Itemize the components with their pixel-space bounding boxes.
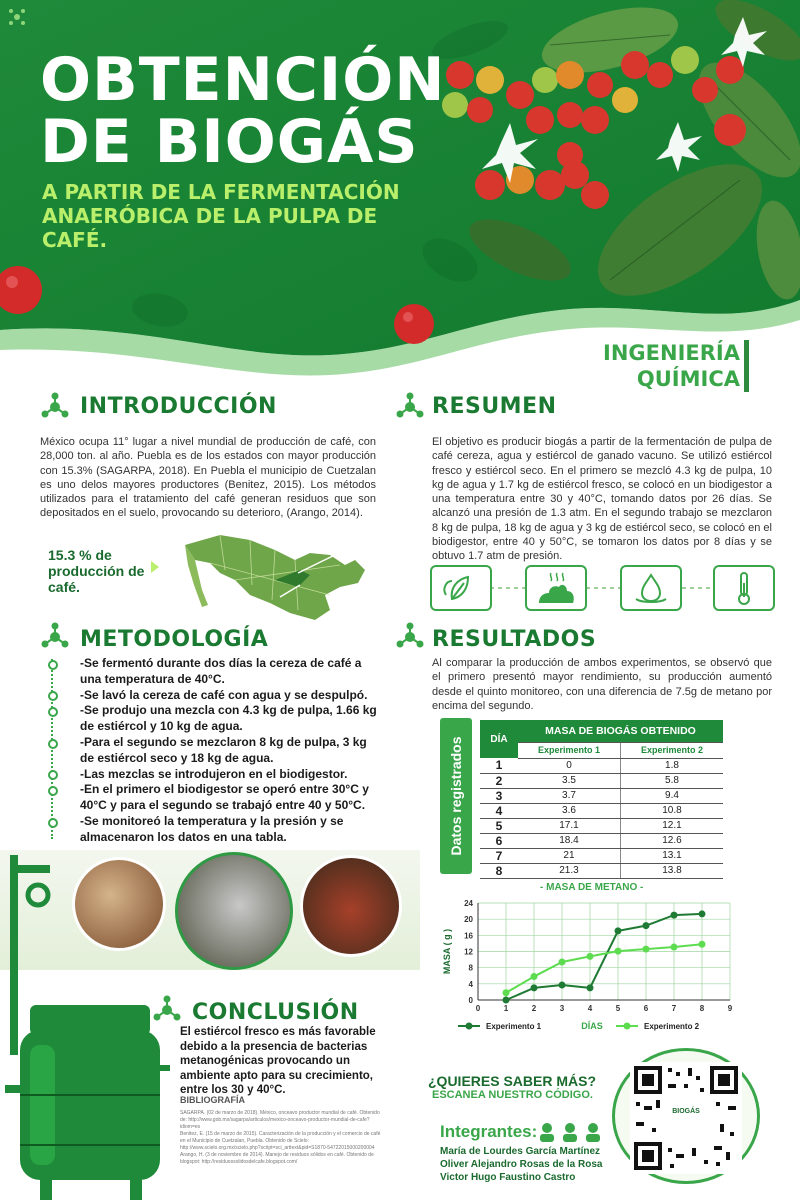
table-cell-day: 1	[480, 758, 518, 773]
y-tick-label: 8	[468, 963, 473, 973]
coffee-cherry-bottom	[390, 302, 440, 346]
qr-center-label: BIOGÁS	[672, 1108, 700, 1115]
data-point-1	[559, 982, 566, 989]
y-tick-label: 20	[464, 915, 473, 925]
department-label: INGENIERÍA QUÍMICA	[603, 341, 740, 391]
table-cell-day: 7	[480, 848, 518, 863]
conclusion-text: El estiércol fresco es más favorable debido a la presencia de bacterias metanogénicas provocando un ambiente apto para su crecimiento, entre los 30 y 40°C.	[180, 1026, 376, 1096]
molecule-icon	[8, 8, 26, 26]
step-item: -Se produjo una mezcla con 4.3 kg de pulpa, 1.66 kg de estiércol y 10 kg de agua.	[80, 703, 377, 734]
y-tick-label: 24	[464, 899, 473, 908]
x-tick-label: 5	[615, 1004, 621, 1013]
introduccion-title: INTRODUCCIÓN	[80, 394, 277, 419]
table-cell-exp2: 13.8	[620, 863, 723, 878]
x-tick-label: 1	[503, 1004, 509, 1013]
data-point-1	[615, 927, 622, 934]
photo-biodigester	[175, 852, 293, 970]
coffee-cherry-left	[0, 260, 50, 320]
x-tick-label: 4	[587, 1004, 593, 1013]
table-header-dia: DÍA	[480, 720, 518, 758]
molecule-icon	[395, 622, 425, 652]
table-row	[480, 788, 723, 803]
x-tick-label: 3	[559, 1004, 565, 1013]
legend-marker-1	[466, 1023, 473, 1030]
table-cell-exp1: 21	[518, 848, 620, 863]
x-axis-label: DÍAS	[581, 1021, 603, 1031]
x-tick-label: 6	[643, 1004, 649, 1013]
table-cell-exp1: 3.5	[518, 773, 620, 788]
introduccion-text: México ocupa 11° lugar a nivel mundial de producción de café, con 28,000 ton. al año. Puebla es de los estados con mayor producción con 15.3% (SAGARPA, 2018). En Puebla el municipio de Cuetzalan es uno delos mayores productores (Benitez, 2015). Los métodos utilizados para el tratamiento del café generan residuos que son depositados en el suelo, provocando su deterioro, (Arango, 2014).	[40, 436, 376, 520]
team-icon	[537, 1122, 603, 1142]
resumen-icons-row	[430, 565, 775, 611]
resultados-title: RESULTADOS	[432, 627, 597, 652]
results-table	[480, 720, 723, 879]
table-row	[480, 803, 723, 818]
step-item: -Para el segundo se mezclaron 8 kg de pulpa, 3 kg de estiércol seco y 18 kg de agua.	[80, 734, 367, 765]
table-header-exp1: Experimento 1	[518, 742, 620, 758]
data-point-1	[531, 984, 538, 991]
qr-question: ¿QUIERES SABER MÁS?	[428, 1073, 597, 1089]
table-row	[480, 818, 723, 833]
integrante-name: María de Lourdes García Martínez	[440, 1146, 601, 1157]
table-cell-exp2: 5.8	[620, 773, 723, 788]
table-cell-day: 4	[480, 803, 518, 818]
subtitle: A PARTIR DE LA FERMENTACIÓN ANAERÓBICA DE LA PULPA DE CAFÉ.	[42, 180, 400, 252]
data-point-1	[699, 910, 706, 917]
arrow-right-icon	[150, 560, 160, 574]
y-tick-label: 16	[464, 931, 473, 941]
datos-registrados-label: Datos registrados	[448, 736, 464, 856]
table-cell-day: 5	[480, 818, 518, 833]
table-cell-day: 8	[480, 863, 518, 878]
table-cell-day: 2	[480, 773, 518, 788]
molecule-icon	[40, 622, 70, 652]
data-point-2	[503, 989, 510, 996]
x-tick-label: 9	[727, 1004, 733, 1013]
legend-label-1: Experimento 1	[486, 1022, 542, 1031]
table-header-exp2: Experimento 2	[620, 742, 723, 758]
integrante-name: Oliver Alejandro Rosas de la Rosa	[440, 1159, 603, 1170]
x-tick-label: 2	[531, 1004, 537, 1013]
molecule-icon	[152, 995, 182, 1025]
thermometer-icon	[713, 565, 775, 611]
legend-marker-2	[624, 1023, 631, 1030]
datos-registrados-tab	[440, 718, 472, 874]
mexico-map	[180, 525, 375, 625]
data-point-1	[671, 912, 678, 919]
table-cell-exp1: 18.4	[518, 833, 620, 848]
table-row	[480, 848, 723, 863]
step-item: -Se lavó la cereza de café con agua y se despulpó.	[80, 687, 368, 702]
bibliografia-list	[180, 1110, 385, 1166]
photo-coffee-pulp	[300, 855, 402, 957]
table-cell-exp2: 13.1	[620, 848, 723, 863]
qr-code[interactable]	[630, 1062, 742, 1174]
data-point-2	[671, 944, 678, 951]
step-bullets	[46, 660, 60, 845]
manure-icon	[525, 565, 587, 611]
coffee-plant-illustration	[420, 0, 800, 340]
data-point-2	[559, 959, 566, 966]
metodologia-steps	[80, 656, 378, 846]
metodologia-title: METODOLOGÍA	[80, 627, 269, 652]
table-body	[480, 758, 723, 878]
table-cell-exp2: 12.1	[620, 818, 723, 833]
table-row	[480, 863, 723, 878]
x-tick-label: 8	[699, 1004, 705, 1013]
leaf-icon	[430, 565, 492, 611]
step-item: -Se fermentó durante dos días la cereza de café a una temperatura de 40°C.	[80, 656, 362, 686]
qr-cta: ESCANEA NUESTRO CÓDIGO.	[432, 1089, 593, 1101]
step-item: -Se monitoreó la temperatura y la presión y se almacenaron los datos en una tabla.	[80, 813, 344, 844]
chart-title: - MASA DE METANO -	[540, 882, 644, 893]
y-tick-label: 0	[468, 996, 473, 1005]
production-stat: 15.3 % de producción de café.	[48, 547, 145, 595]
table-cell-exp1: 0	[518, 758, 620, 773]
x-tick-label: 7	[671, 1004, 677, 1013]
y-axis-label: MASA ( g )	[442, 928, 452, 975]
bibliografia-title: BIBLIOGRAFÍA	[180, 1095, 245, 1105]
water-drop-icon	[620, 565, 682, 611]
step-item: -En el primero el biodigestor se operó entre 30°C y 40°C y para el segundo se trabajó entre 40 y 50°C.	[80, 782, 369, 813]
data-point-2	[587, 953, 594, 960]
table-header-main: MASA DE BIOGÁS OBTENIDO	[518, 720, 723, 742]
integrantes-title: Integrantes:	[440, 1122, 538, 1141]
y-tick-label: 12	[464, 947, 473, 957]
bibliografia-entry: Arango, H. (3 de noviembre de 2014). Manejo de residuos sólidos en café. Obtenido de blogspot: http://residuossolidosdelcafe.blogspot.com/	[180, 1152, 374, 1165]
data-point-2	[615, 948, 622, 955]
conclusion-title: CONCLUSIÓN	[192, 1000, 359, 1025]
resumen-title: RESUMEN	[432, 394, 557, 419]
y-tick-label: 4	[468, 979, 473, 989]
table-cell-exp1: 3.7	[518, 788, 620, 803]
title-line-2: DE BIOGÁS	[40, 107, 419, 177]
table-row	[480, 758, 723, 773]
data-point-1	[587, 984, 594, 991]
biodigester-illustration	[0, 855, 170, 1200]
methane-chart	[440, 895, 740, 1040]
data-point-2	[643, 946, 650, 953]
bibliografia-entry: Benitez, E. (15 de marzo de 2015). Caracterización de la producción y el comercio de café en el Municipio de Cuetzalan, Puebla. Obtenido de Scielo: http://www.scielo.org.mx/scielo.php?script=sci_arttext&pid=S1870-54722015000200004	[180, 1131, 381, 1151]
table-row	[480, 773, 723, 788]
resumen-text: El objetivo es producir biogás a partir de la fermentación de pulpa de café cereza, agua y estiércol de ganado vacuno. Se utilizó estiércol fresco y estiércol seco. En el primero se mezcló 4.3 kg de pulpa, 10 kg de agua y 1.7 kg de estiércol fresco, se colocó en un biodigestor a una temperatura entre 30 y 40°C, tomando datos por 26 días. Se alcanzó una presión de 1.3 atm. En el segundo trabajo se mezclaron 8 kg de pulpa, 18 kg de agua y 3 kg de estiércol seco, se colocó en el biodigestor, entre 40 y 50°C, se tomaron los datos por 8 días y se obtuvo 1.7 atm de presión.	[432, 436, 772, 563]
table-row	[480, 833, 723, 848]
integrante-name: Victor Hugo Faustino Castro	[440, 1172, 576, 1183]
molecule-icon	[40, 392, 70, 422]
table-cell-day: 3	[480, 788, 518, 803]
department-bar	[744, 340, 749, 392]
data-point-1	[503, 997, 510, 1004]
table-cell-exp2: 12.6	[620, 833, 723, 848]
step-item: -Las mezclas se introdujeron en el biodigestor.	[80, 766, 348, 781]
data-point-2	[699, 941, 706, 948]
integrantes-list	[440, 1145, 602, 1184]
resultados-text: Al comparar la producción de ambos experimentos, se observó que el primero presentó mayor rendimiento, su producción aumentó desde el quinto monitoreo, con una diferencia de 7.5g de metano por encima del segundo.	[432, 657, 772, 712]
table-cell-exp1: 21.3	[518, 863, 620, 878]
bibliografia-entry: SAGARPA. (02 de marzo de 2018). México, onceavo productor mundial de café. Obtenido de: http://www.gob.mx/sagarpa/articulos/mexico-onceavo-productor-mundial-de-cafe?idiom=es	[180, 1110, 380, 1130]
table-cell-exp1: 3.6	[518, 803, 620, 818]
data-point-1	[643, 922, 650, 929]
data-point-2	[531, 973, 538, 980]
table-cell-exp2: 9.4	[620, 788, 723, 803]
legend-label-2: Experimento 2	[644, 1022, 700, 1031]
table-cell-exp2: 1.8	[620, 758, 723, 773]
table-cell-exp2: 10.8	[620, 803, 723, 818]
x-tick-label: 0	[475, 1004, 481, 1013]
molecule-icon	[395, 392, 425, 422]
title-line-1: OBTENCIÓN	[40, 45, 446, 115]
table-cell-day: 6	[480, 833, 518, 848]
table-cell-exp1: 17.1	[518, 818, 620, 833]
